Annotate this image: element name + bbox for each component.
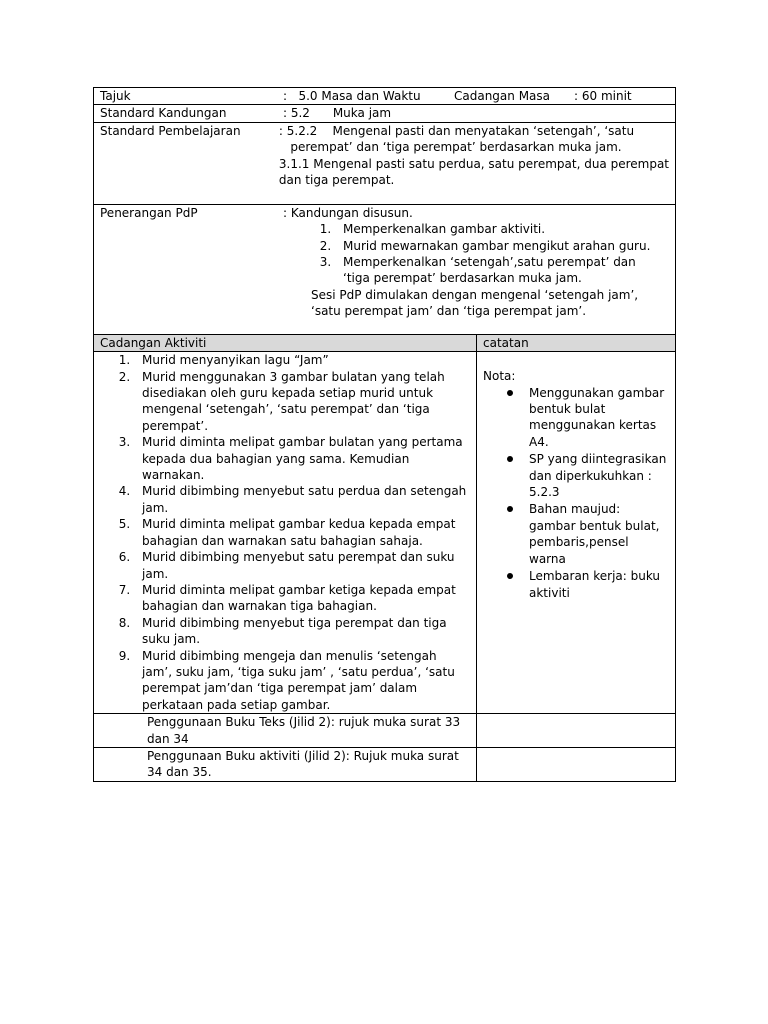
penerangan-item: 2. Murid mewarnakan gambar mengikut arahan guru. [335, 238, 659, 254]
aktiviti-step: 9. Murid dibimbing mengeja dan menulis ‘setengah jam’, suku jam, ‘tiga suku jam’ , ‘satu perdua’, ‘satu perempat jam’dan ‘tiga perempat jam’ dalam perkataan pada setiap gambar. [134, 648, 470, 714]
buku-aktiviti-catatan [477, 747, 676, 781]
aktiviti-step: 3. Murid diminta melipat gambar bulatan yang pertama kepada dua bahagian yang sama. Kemudian warnakan. [134, 434, 470, 483]
nota-text: Menggunakan gambar bentuk bulat menggunakan kertas A4. [529, 385, 665, 449]
row-buku-teks [94, 714, 676, 748]
cadangan-masa-label: Cadangan Masa [454, 89, 551, 103]
sp-line-3: 3.1.1 Mengenal pasti satu perdua, satu perempat, dua perempat [278, 156, 670, 171]
tajuk-label: Tajuk [100, 89, 131, 103]
buku-teks-cell: Penggunaan Buku Teks (Jilid 2): rujuk muka surat 33 dan 34 [94, 714, 477, 748]
buku-aktiviti-cell: Penggunaan Buku aktiviti (Jilid 2): Rujuk muka surat 34 dan 35. [94, 747, 477, 781]
row-aktiviti-header [94, 334, 676, 351]
penerangan-content [283, 205, 659, 320]
aktiviti-step: 6. Murid dibimbing menyebut satu perempat dan suku jam. [134, 549, 470, 582]
nota-item [529, 385, 669, 451]
aktiviti-step: 8. Murid dibimbing menyebut tiga perempat dan tiga suku jam. [134, 615, 470, 648]
nota-item [529, 568, 669, 601]
row-buku-aktiviti [94, 747, 676, 781]
aktiviti-step: 5. Murid diminta melipat gambar kedua kepada empat bahagian dan warnakan satu bahagian sahaja. [134, 516, 470, 549]
aktiviti-cell [94, 352, 477, 714]
cadangan-masa-value: : 60 minit [574, 89, 632, 103]
sp-line-2: perempat’ dan ‘tiga perempat’ berdasarkan muka jam. [278, 140, 622, 155]
nota-item [529, 451, 669, 500]
bullet-icon [507, 506, 513, 512]
standard-pembelajaran-label: Standard Pembelajaran [100, 123, 241, 138]
aktiviti-step: 1. Murid menyanyikan lagu “Jam” [134, 352, 470, 368]
standard-pembelajaran-text [279, 123, 669, 189]
bullet-icon [507, 573, 513, 579]
sp-line-4: dan tiga perempat. [278, 173, 395, 188]
bullet-icon [507, 456, 513, 462]
penerangan-item: 1. Memperkenalkan gambar aktiviti. [335, 221, 659, 237]
sp-line-1: : 5.2.2 Mengenal pasti dan menyatakan ‘setengah’, ‘satu [278, 123, 635, 138]
nota-text: Bahan maujud: gambar bentuk bulat, pembaris,pensel warna [529, 502, 660, 566]
nota-item [529, 501, 669, 567]
penerangan-intro: : Kandungan disusun. [283, 205, 413, 220]
row-aktiviti [94, 352, 676, 714]
penerangan-list [283, 221, 659, 287]
row-standard-kandungan [94, 105, 676, 122]
nota-text: Lembaran kerja: buku aktiviti [529, 569, 661, 600]
row-standard-pembelajaran [94, 122, 676, 204]
penerangan-label: Penerangan PdP [100, 205, 198, 220]
aktiviti-step: 7. Murid diminta melipat gambar ketiga kepada empat bahagian dan warnakan tiga bahagian. [134, 582, 470, 615]
catatan-cell [477, 352, 676, 714]
bullet-icon [507, 390, 513, 396]
penerangan-closing: Sesi PdP dimulakan dengan mengenal ‘setengah jam’, ‘satu perempat jam’ dan ‘tiga perempat jam’. [311, 287, 639, 319]
nota-label: Nota: [483, 369, 516, 384]
standard-kandungan-label: Standard Kandungan [100, 106, 227, 121]
penerangan-item: 3. Memperkenalkan ‘setengah’,satu perempat’ dan ‘tiga perempat’ berdasarkan muka jam. [335, 254, 659, 287]
catatan-header: catatan [477, 334, 676, 351]
cadangan-aktiviti-header: Cadangan Aktiviti [94, 334, 477, 351]
buku-teks-catatan [477, 714, 676, 748]
nota-list [483, 385, 669, 601]
row-tajuk [94, 88, 676, 105]
aktiviti-step: 4. Murid dibimbing menyebut satu perdua dan setengah jam. [134, 483, 470, 516]
lesson-plan-table [93, 87, 676, 782]
row-penerangan-pdp [94, 204, 676, 334]
standard-kandungan-value: : 5.2 Muka jam [283, 106, 392, 121]
aktiviti-steps [100, 352, 470, 713]
nota-text: SP yang diintegrasikan dan diperkukuhkan : 5.2.3 [529, 452, 667, 500]
tajuk-value: : 5.0 Masa dan Waktu [283, 89, 421, 103]
aktiviti-step: 2. Murid menggunakan 3 gambar bulatan yang telah disediakan oleh guru kepada setiap murid untuk mengenal ‘setengah’, ‘satu perempat’ dan ‘tiga perempat’. [134, 369, 470, 435]
